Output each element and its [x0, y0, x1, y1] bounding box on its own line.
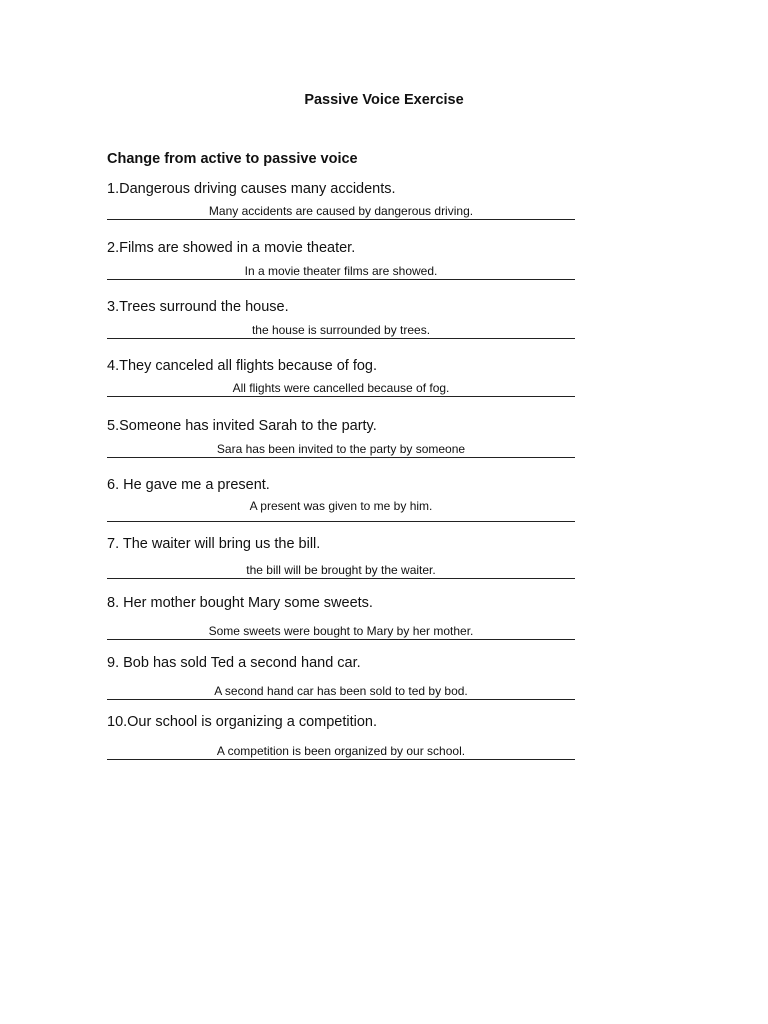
- answer-text: A second hand car has been sold to ted by bod.: [214, 684, 468, 698]
- answer-line: [107, 205, 575, 220]
- answer-text: A present was given to me by him.: [249, 499, 433, 513]
- question-text: 7. The waiter will bring us the bill.: [107, 536, 321, 552]
- question-text: 4.They canceled all flights because of fog.: [107, 358, 378, 374]
- answer-text: Sara has been invited to the party by someone: [216, 442, 466, 456]
- exercise-item-10: [107, 713, 575, 763]
- exercise-item-2: [107, 239, 575, 289]
- exercise-item-6: [107, 476, 575, 526]
- exercise-item-7: [107, 535, 575, 585]
- question-text: 9. Bob has sold Ted a second hand car.: [107, 655, 361, 671]
- instructions-heading: Change from active to passive voice: [107, 151, 358, 167]
- answer-line: [107, 265, 575, 280]
- answer-text: the bill will be brought by the waiter.: [246, 563, 436, 577]
- question-text: 6. He gave me a present.: [107, 477, 270, 493]
- answer-line: [107, 499, 575, 522]
- answer-line: [107, 443, 575, 458]
- answer-line: [107, 564, 575, 579]
- question-text: 5.Someone has invited Sarah to the party.: [107, 418, 377, 434]
- exercise-item-8: [107, 594, 575, 644]
- question-text: 8. Her mother bought Mary some sweets.: [107, 595, 373, 611]
- exercise-item-9: [107, 654, 575, 704]
- answer-text: A competition is been organized by our school.: [216, 744, 466, 758]
- answer-line: [107, 382, 575, 397]
- answer-text: Some sweets were bought to Mary by her mother.: [208, 624, 474, 638]
- question-text: 2.Films are showed in a movie theater.: [107, 240, 356, 256]
- answer-line: [107, 685, 575, 700]
- answer-text: the house is surrounded by trees.: [251, 323, 431, 337]
- exercise-item-3: [107, 298, 575, 348]
- exercise-item-5: [107, 417, 575, 467]
- answer-text: In a movie theater films are showed.: [244, 264, 438, 278]
- answer-line: [107, 625, 575, 640]
- exercise-item-1: [107, 180, 575, 230]
- answer-text: Many accidents are caused by dangerous driving.: [208, 204, 474, 218]
- question-text: 10.Our school is organizing a competition.: [107, 714, 378, 730]
- question-text: 3.Trees surround the house.: [107, 299, 289, 315]
- answer-line: [107, 745, 575, 760]
- page-title: Passive Voice Exercise: [304, 92, 464, 108]
- question-text: 1.Dangerous driving causes many accidents.: [107, 181, 396, 197]
- answer-line: [107, 324, 575, 339]
- answer-text: All flights were cancelled because of fog.: [232, 381, 450, 395]
- exercise-item-4: [107, 357, 575, 407]
